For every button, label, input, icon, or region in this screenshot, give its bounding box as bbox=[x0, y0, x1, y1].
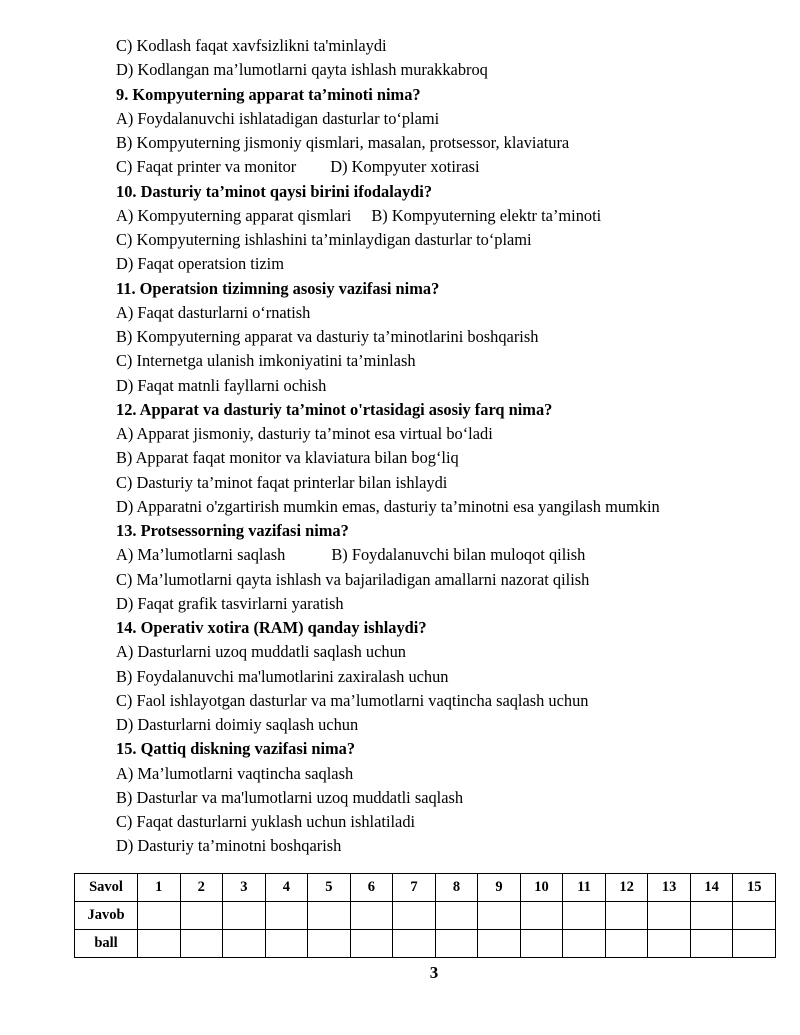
question-list bbox=[116, 34, 776, 859]
option-line: C) Dasturiy ta’minot faqat printerlar bilan ishlaydi bbox=[116, 472, 448, 492]
score-cell bbox=[690, 930, 733, 958]
option-pair-line bbox=[116, 155, 776, 179]
row-label: ball bbox=[75, 930, 138, 958]
answer-cell bbox=[435, 902, 478, 930]
option-line: A) Faqat dasturlarni o‘rnatish bbox=[116, 302, 311, 322]
answer-cell bbox=[563, 902, 606, 930]
answer-cell bbox=[138, 902, 181, 930]
score-cell bbox=[223, 930, 266, 958]
option-line: C) Kompyuterning ishlashini ta’minlaydigan dasturlar to‘plami bbox=[116, 230, 532, 249]
option-line: D) Dasturlarni doimiy saqlash uchun bbox=[116, 715, 359, 734]
option-line: D) Faqat grafik tasvirlarni yaratish bbox=[116, 593, 344, 613]
table-row-ball bbox=[75, 930, 776, 958]
option-line: B) Apparat faqat monitor va klaviatura bilan bog‘liq bbox=[116, 448, 459, 468]
answer-cell bbox=[605, 902, 648, 930]
question-number-cell: 14 bbox=[690, 874, 733, 902]
question-number-cell: 3 bbox=[223, 874, 266, 902]
score-cell bbox=[138, 930, 181, 958]
answer-cell bbox=[265, 902, 308, 930]
answer-cell bbox=[478, 902, 521, 930]
question-number-cell: 8 bbox=[435, 874, 478, 902]
question-heading: 9. Kompyuterning apparat ta’minoti nima? bbox=[116, 84, 421, 104]
question-heading: 14. Operativ xotira (RAM) qanday ishlaydi? bbox=[116, 618, 427, 637]
question-number-cell: 9 bbox=[478, 874, 521, 902]
option-line: D) Kodlangan ma’lumotlarni qayta ishlash murakkabroq bbox=[116, 60, 488, 80]
answer-cell bbox=[648, 902, 691, 930]
row-label: Javob bbox=[75, 902, 138, 930]
row-label: Savol bbox=[75, 874, 138, 902]
score-cell bbox=[520, 930, 563, 958]
option-line: B) Kompyuterning apparat va dasturiy ta’minotlarini boshqarish bbox=[116, 327, 539, 346]
answer-cell bbox=[520, 902, 563, 930]
option-text: B) Kompyuterning elektr ta’minoti bbox=[371, 205, 602, 225]
question-heading: 15. Qattiq diskning vazifasi nima? bbox=[116, 739, 356, 759]
score-cell bbox=[393, 930, 436, 958]
option-line: C) Ma’lumotlarni qayta ishlash va bajariladigan amallarni nazorat qilish bbox=[116, 569, 590, 589]
page-number: 3 bbox=[429, 963, 439, 982]
score-cell bbox=[605, 930, 648, 958]
option-line: D) Faqat matnli fayllarni ochish bbox=[116, 375, 327, 395]
option-text: B) Foydalanuvchi bilan muloqot qilish bbox=[331, 545, 586, 565]
option-line: C) Kodlash faqat xavfsizlikni ta'minlaydi bbox=[116, 36, 387, 55]
score-cell bbox=[563, 930, 606, 958]
option-line: C) Faqat dasturlarni yuklash uchun ishlatiladi bbox=[116, 812, 416, 831]
table-row-savol bbox=[75, 874, 776, 902]
option-line: A) Ma’lumotlarni vaqtincha saqlash bbox=[116, 763, 354, 783]
answer-cell bbox=[223, 902, 266, 930]
answer-cell bbox=[180, 902, 223, 930]
score-cell bbox=[308, 930, 351, 958]
question-number-cell: 13 bbox=[648, 874, 691, 902]
option-pair-line bbox=[116, 204, 776, 228]
option-text: A) Ma’lumotlarni saqlash bbox=[116, 545, 286, 565]
option-line: B) Kompyuterning jismoniy qismlari, masalan, protsessor, klaviatura bbox=[116, 133, 570, 152]
question-number-cell: 15 bbox=[733, 874, 776, 902]
option-line: A) Dasturlarni uzoq muddatli saqlash uchun bbox=[116, 642, 406, 662]
answer-cell bbox=[393, 902, 436, 930]
score-cell bbox=[733, 930, 776, 958]
question-heading: 12. Apparat va dasturiy ta’minot o'rtasidagi asosiy farq nima? bbox=[116, 399, 553, 419]
answer-cell bbox=[350, 902, 393, 930]
option-text: D) Kompyuter xotirasi bbox=[330, 157, 480, 177]
question-number-cell: 12 bbox=[605, 874, 648, 902]
question-number-cell: 11 bbox=[563, 874, 606, 902]
question-number-cell: 7 bbox=[393, 874, 436, 902]
option-line: C) Faol ishlayotgan dasturlar va ma’lumotlarni vaqtincha saqlash uchun bbox=[116, 690, 589, 710]
score-cell bbox=[648, 930, 691, 958]
option-line: D) Faqat operatsion tizim bbox=[116, 254, 284, 274]
question-heading: 11. Operatsion tizimning asosiy vazifasi nima? bbox=[116, 278, 440, 298]
option-line: C) Internetga ulanish imkoniyatini ta’minlash bbox=[116, 351, 416, 371]
question-heading: 13. Protsessorning vazifasi nima? bbox=[116, 521, 349, 540]
option-line: D) Apparatni o'zgartirish mumkin emas, dasturiy ta’minotni esa yangilash mumkin bbox=[116, 496, 660, 516]
question-number-cell: 10 bbox=[520, 874, 563, 902]
score-cell bbox=[180, 930, 223, 958]
option-text: A) Kompyuterning apparat qismlari bbox=[116, 205, 352, 225]
question-number-cell: 2 bbox=[180, 874, 223, 902]
table-row-javob bbox=[75, 902, 776, 930]
option-text: C) Faqat printer va monitor bbox=[116, 157, 297, 177]
score-cell bbox=[265, 930, 308, 958]
question-number-cell: 4 bbox=[265, 874, 308, 902]
score-cell bbox=[478, 930, 521, 958]
question-heading: 10. Dasturiy ta’minot qaysi birini ifodalaydi? bbox=[116, 181, 433, 201]
answer-cell bbox=[690, 902, 733, 930]
score-cell bbox=[435, 930, 478, 958]
option-line: A) Foydalanuvchi ishlatadigan dasturlar to‘plami bbox=[116, 108, 440, 128]
option-pair-line bbox=[116, 543, 776, 567]
answer-cell bbox=[308, 902, 351, 930]
question-number-cell: 6 bbox=[350, 874, 393, 902]
option-line: D) Dasturiy ta’minotni boshqarish bbox=[116, 836, 342, 856]
question-number-cell: 1 bbox=[138, 874, 181, 902]
answer-cell bbox=[733, 902, 776, 930]
question-number-cell: 5 bbox=[308, 874, 351, 902]
option-line: B) Dasturlar va ma'lumotlarni uzoq muddatli saqlash bbox=[116, 787, 464, 807]
option-line: B) Foydalanuvchi ma'lumotlarini zaxiralash uchun bbox=[116, 666, 449, 686]
answer-table bbox=[74, 873, 776, 958]
score-cell bbox=[350, 930, 393, 958]
option-line: A) Apparat jismoniy, dasturiy ta’minot esa virtual bo‘ladi bbox=[116, 424, 493, 443]
